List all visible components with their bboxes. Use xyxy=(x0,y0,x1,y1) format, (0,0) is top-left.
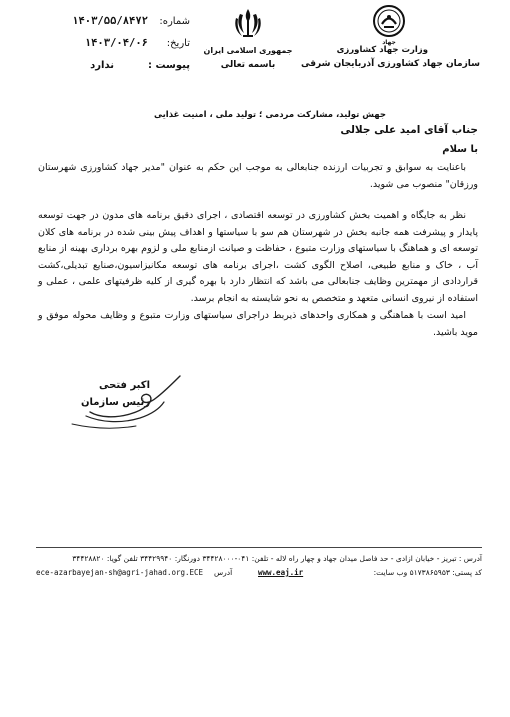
letter-number-value: ۱۴۰۳/۵۵/۸۴۷۲ xyxy=(72,15,148,27)
footer-email-label: آدرس xyxy=(214,568,233,577)
paragraph-appointment: باعنایت به سوابق و تجربیات ارزنده جنابعالی به موجب این حکم به عنوان "مدیر جهاد کشاورزی شهرستان ورزقان" منصوب می شوید. xyxy=(38,162,478,190)
organization-line: سازمان جهاد کشاورزی آذربایجان شرقی xyxy=(301,59,480,69)
handwritten-signature xyxy=(60,372,190,432)
republic-line: جمهوری اسلامی ایران xyxy=(203,46,293,55)
footer-website[interactable]: www.eaj.ir xyxy=(258,568,304,577)
signature-title: رئیس سازمان xyxy=(80,397,150,408)
letter-number-label: شماره: xyxy=(159,16,190,27)
paragraph-responsibilities: نظر به جایگاه و اهمیت بخش کشاورزی در توسعه اقتصادی ، اجرای دقیق برنامه های مدون در جهت توسعه پایدار و پیشرفت همه جانبه بخش در شهرستان هم سو با سیاستها و اهداف پیش بینی شده در برنامه های کلان توسعه ای و هماهنگ با سیاستهای وزارت متبوع ، حفاظت و صیانت ازمنابع ملی و لزوم بهره برداری بهینه از منابع آب ، خاک و منابع طبیعی، اصلاح الگوی کشت ،اجرای برنامه های توسعه مکانیزاسیون،صنایع تبدیلی،کشت قراردادی از مهمترین وظایف جنابعالی می باشد که انتظار دارد با بهره گیری از کلیه ظرفیتهای علمی ، عملی و استفاده از نیروی انسانی متعهد و متخصص به نحو شایسته به انجام برسد. xyxy=(38,210,478,304)
motto-line: جهش تولید، مشارکت مردمی ؛ تولید ملی ، امنیت غذایی xyxy=(153,110,386,120)
footer-email[interactable]: ece-azarbayejan-sh@agri-jahad.org.ECE xyxy=(36,568,204,577)
ministry-line: وزارت جهاد کشاورزی xyxy=(336,45,428,55)
letter-attachment-label: پیوست : xyxy=(147,60,190,71)
logo-text: جهاد xyxy=(382,39,396,46)
signature-name: اکبر فتحی xyxy=(99,380,150,391)
letter-date-value: ۱۴۰۳/۰۴/۰۶ xyxy=(84,37,148,49)
paragraph-closing: امید است با هماهنگی و همکاری واحدهای ذیربط دراجرای سیاستهای وزارت متبوع و وظایف محوله موفق و موید باشید. xyxy=(38,310,478,338)
recipient-line: جناب آقای امید علی جلالی xyxy=(340,124,478,136)
greeting-line: با سلام xyxy=(442,144,478,155)
footer-divider xyxy=(36,547,482,548)
iran-emblem-icon xyxy=(231,6,265,40)
letter-attachment-row xyxy=(40,60,190,76)
footer-address: آدرس : تبریز - خیابان ازادی - حد فاصل میدان جهاد و چهار راه لاله - تلفن: ۰۴۱-۳۴۴۲۸۰۰۰ دورنگار: ۳۴۴۲۹۹۴۰ تلفن گویا: ۳۴۴۲۸۸۲۰ xyxy=(72,554,482,563)
basmala-line: باسمه تعالی xyxy=(220,60,276,70)
jahad-keshavarzi-logo xyxy=(372,4,406,38)
letter-attachment-value: ندارد xyxy=(90,60,114,71)
footer-postal: کد پستی: ۵۱۷۳۸۶۵۹۵۳ وب سایت: xyxy=(373,568,482,577)
letter-date-row xyxy=(40,38,190,54)
letter-date-label: تاریخ: xyxy=(166,38,190,49)
letter-number-row xyxy=(40,16,190,32)
footer-contact-row xyxy=(36,568,482,580)
